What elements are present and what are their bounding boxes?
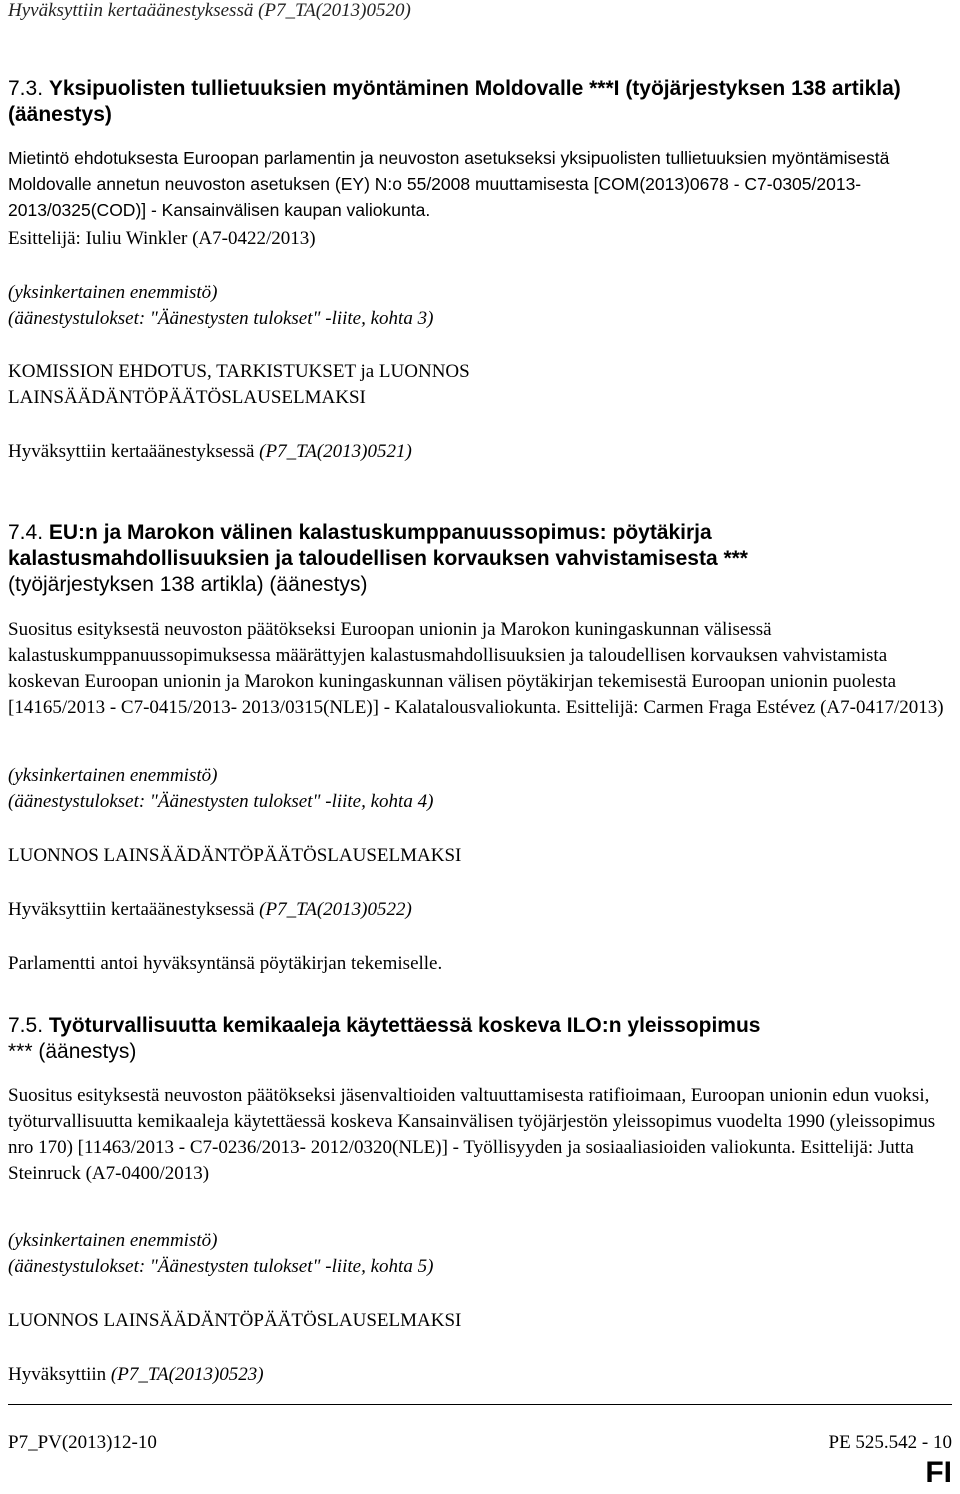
documents-line-1: KOMISSION EHDOTUS, TARKISTUKSET ja LUONNOS bbox=[8, 361, 470, 382]
item-title-bold: Työturvallisuutta kemikaaleja käytettäessä koskeva ILO:n yleissopimus bbox=[48, 1014, 761, 1037]
item-description: Suositus esityksestä neuvoston päätökseksi jäsenvaltioiden valtuuttamisesta ratifioimaan, Euroopan unionin edun vuoksi, työturvallisuutta kemikaaleja käytettäessä koskeva Kansainvälisen työjärjestön yleissopimus vuodelta 1990 (yleissopimus nro 170) [11463/2013 - C7-0236/2013- 2012/0320(NLE)] - Työllisyyden ja sosiaaliasioiden valiokunta. Esittelijä: Jutta Steinruck (A7-0400/2013) bbox=[8, 1085, 936, 1184]
footer-pe-number: PE 525.542 - 10 bbox=[828, 1432, 952, 1453]
item-title-rest: *** (äänestys) bbox=[8, 1040, 137, 1063]
documents-line-2: LAINSÄÄDÄNTÖPÄÄTÖSLAUSELMAKSI bbox=[8, 387, 366, 408]
majority-note: (yksinkertainen enemmistö) bbox=[8, 282, 218, 303]
item-description: Suositus esityksestä neuvoston päätökseksi Euroopan unionin ja Marokon kuningaskunnan välisessä kalastuskumppanuussopimuksessa määrättyjen kalastusmahdollisuuksien ja taloudellisen korvauksen vahvistamista koskevan Euroopan unionin ja Marokon kuningaskunnan välisen pöytäkirjan tekemisestä Euroopan unionin puolesta [14165/2013 - C7-0415/2013- 2013/0315(NLE)] - Kalatalousvaliokunta. Esittelijä: Carmen Fraga Estévez (A7-0417/2013) bbox=[8, 619, 944, 718]
item-7-3 bbox=[8, 76, 952, 128]
vote-results-ref: (äänestystulokset: "Äänestysten tulokset" -liite, kohta 5) bbox=[8, 1256, 434, 1277]
majority-note: (yksinkertainen enemmistö) bbox=[8, 765, 218, 786]
adopted-prefix: Hyväksyttiin bbox=[8, 1364, 111, 1385]
adopted-prefix: Hyväksyttiin kertaäänestyksessä bbox=[8, 441, 260, 462]
item-description: Mietintö ehdotuksesta Euroopan parlamentin ja neuvoston asetukseksi yksipuolisten tullietuuksien myöntämisestä Moldovalle annetun neuvoston asetuksen (EY) N:o 55/2008 muuttamisesta [COM(2013)0678 - C7-0305/2013- 2013/0325(COD)] - Kansainvälisen kaupan valiokunta. bbox=[8, 148, 890, 220]
consent-note: Parlamentti antoi hyväksyntänsä pöytäkirjan tekemiselle. bbox=[8, 953, 443, 974]
item-rapporteur: Esittelijä: Iuliu Winkler (A7-0422/2013) bbox=[8, 228, 316, 249]
majority-note: (yksinkertainen enemmistö) bbox=[8, 1230, 218, 1251]
item-7-5 bbox=[8, 1013, 952, 1065]
adopted-prefix: Hyväksyttiin kertaäänestyksessä bbox=[8, 899, 260, 920]
item-title-bold: EU:n ja Marokon välinen kalastuskumppanuussopimus: pöytäkirja kalastusmahdollisuuksien ja taloudellisen korvauksen vahvistamisesta *** bbox=[8, 521, 748, 570]
documents-line: LUONNOS LAINSÄÄDÄNTÖPÄÄTÖSLAUSELMAKSI bbox=[8, 845, 462, 866]
item-number: 7.5. bbox=[8, 1014, 44, 1037]
footer-language-code: FI bbox=[925, 1456, 952, 1489]
adopted-ref: (P7_TA(2013)0523) bbox=[110, 1364, 264, 1385]
item-heading bbox=[8, 1013, 952, 1065]
adopted-ref: (P7_TA(2013)0521) bbox=[259, 441, 412, 462]
item-number: 7.4. bbox=[8, 521, 44, 544]
item-7-4 bbox=[8, 520, 952, 598]
top-adopted-line: Hyväksyttiin kertaäänestyksessä (P7_TA(2013)0520) bbox=[8, 0, 411, 21]
item-number: 7.3. bbox=[8, 77, 44, 100]
footer-divider bbox=[8, 1404, 952, 1405]
item-heading bbox=[8, 76, 952, 128]
item-title-rest: (työjärjestyksen 138 artikla) (äänestys) bbox=[8, 573, 368, 596]
item-title: Yksipuolisten tullietuuksien myöntäminen Moldovalle ***I (työjärjestyksen 138 artikla) (äänestys) bbox=[8, 77, 901, 126]
item-heading bbox=[8, 520, 952, 598]
adopted-ref: (P7_TA(2013)0522) bbox=[259, 899, 412, 920]
vote-results-ref: (äänestystulokset: "Äänestysten tulokset" -liite, kohta 3) bbox=[8, 308, 434, 329]
documents-line: LUONNOS LAINSÄÄDÄNTÖPÄÄTÖSLAUSELMAKSI bbox=[8, 1310, 462, 1331]
adopted-line bbox=[8, 897, 412, 923]
footer-doc-id: P7_PV(2013)12-10 bbox=[8, 1432, 157, 1453]
adopted-line bbox=[8, 1362, 264, 1388]
vote-results-ref: (äänestystulokset: "Äänestysten tulokset" -liite, kohta 4) bbox=[8, 791, 434, 812]
adopted-line bbox=[8, 439, 412, 465]
